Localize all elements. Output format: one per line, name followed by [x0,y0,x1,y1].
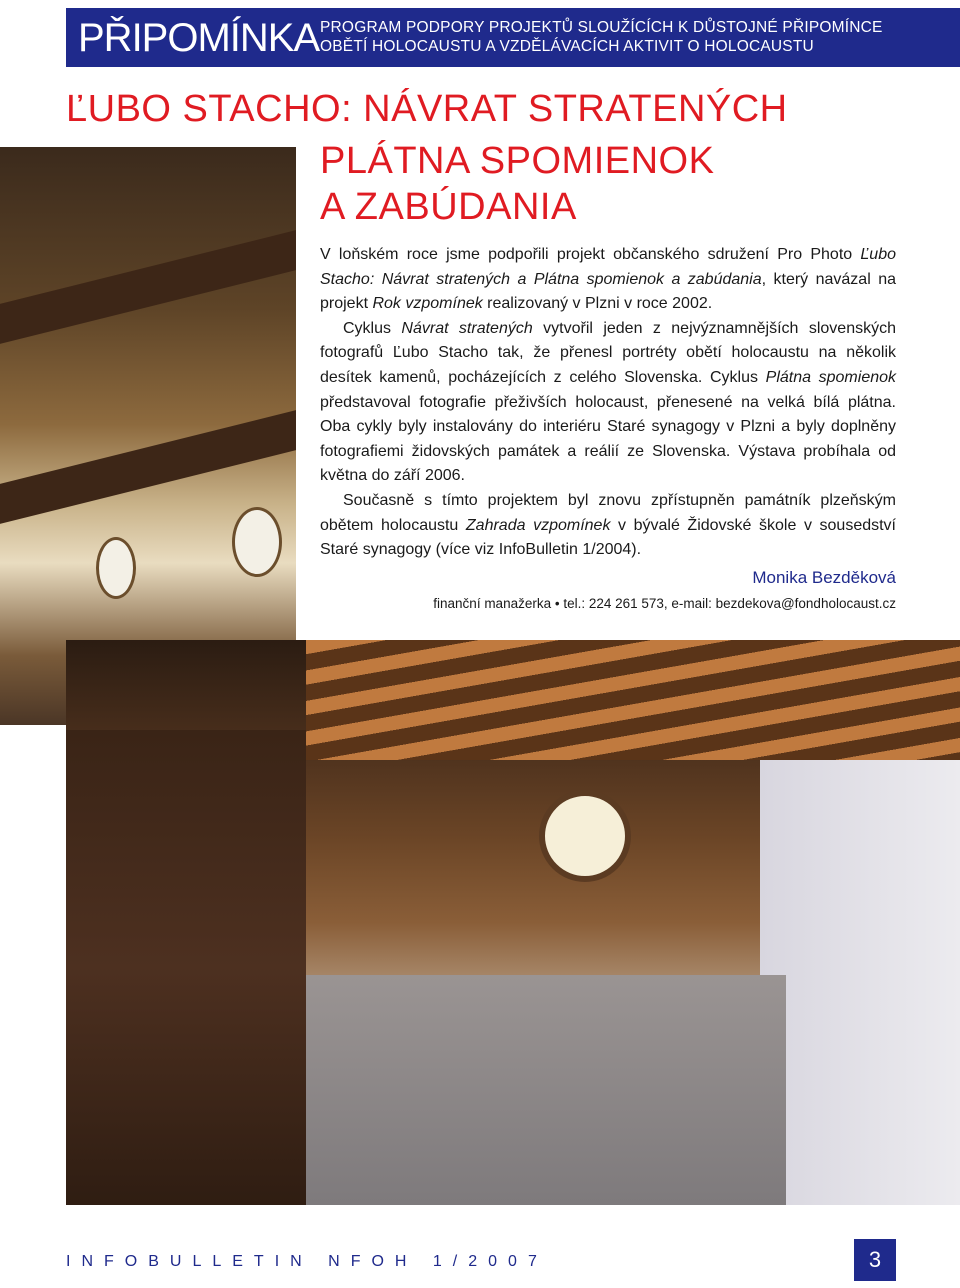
header-program-line-2: OBĚTÍ HOLOCAUSTU A VZDĚLÁVACÍCH AKTIVIT O HOLOCAUSTU [320,38,814,55]
photo-round-window [232,507,282,577]
photo-white-wall [760,760,960,1205]
article-title-line-1: ĽUBO STACHO: NÁVRAT STRATENÝCH [66,88,788,130]
footer-publication: INFOBULLETIN NFOH 1/2007 [66,1253,548,1270]
header-program-description [320,18,883,56]
header-brand: PŘIPOMÍNKA [78,16,320,60]
photo-round-window [96,537,136,599]
synagogue-gallery-stones-photo [66,640,960,1205]
article-title-line-2: PLÁTNA SPOMIENOK [320,140,715,182]
photo-ceiling-beams [306,640,960,760]
article-body [320,243,896,563]
paragraph-2: Cyklus Návrat stratených vytvořil jeden z nejvýznamnějších slovenských fotografů Ľubo Stacho tak, že přenesl portréty obětí holocaustu na několik desítek kamenů, pocházejících z celého Slovenska. Cyklus Plátna spomienok představoval fotografie přeživších holocaust, přenesené na velká bílá plátna. Oba cykly byly instalovány do interiéru Staré synagogy v Plzni a byly doplněny fotografiemi židovských památek a reálií ze Slovenska. Výstava probíhala od května do září 2006. [320,319,897,485]
header-program-line-1: PROGRAM PODPORY PROJEKTŮ SLOUŽÍCÍCH K DŮSTOJNÉ PŘIPOMÍNCE [320,19,883,36]
photo-gallery-beam [0,230,296,344]
photo-wooden-balustrade [66,730,306,1205]
header-bar [66,8,960,67]
page-number: 3 [854,1239,896,1281]
author-contact: finanční manažerka • tel.: 224 261 573, e-mail: bezdekova@fondholocaust.cz [433,596,896,611]
author-name: Monika Bezděková [752,568,896,587]
photo-floor-with-stones [256,975,786,1205]
paragraph-3: Současně s tímto projektem byl znovu zpřístupněn památník plzeňským obětem holocaustu Zahrada vzpomínek v bývalé Židovské škole v sousedství Staré synagogy (více viz InfoBulletin 1/2004). [320,491,897,559]
photo-rose-window [539,790,631,882]
article-title-line-3: A ZABÚDANIA [320,186,577,228]
paragraph-1: V loňském roce jsme podpořili projekt občanského sdružení Pro Photo Ľubo Stacho: Návrat stratených a Plátna spomienok a zabúdania, který navázal na projekt Rok vzpomínek realizovaný v Plzni v roce 2002. [320,246,896,313]
